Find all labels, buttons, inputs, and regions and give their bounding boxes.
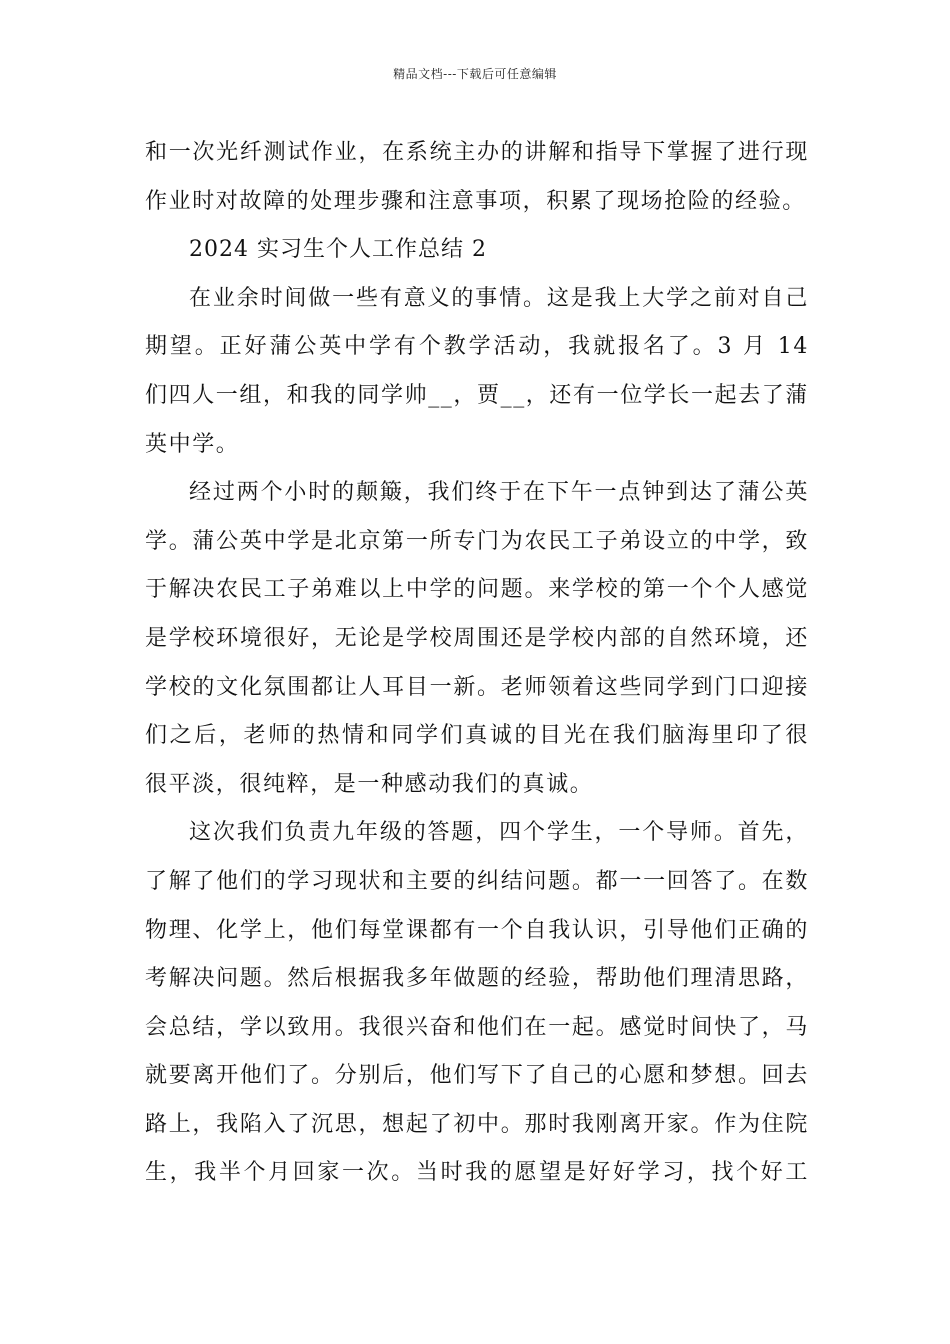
text-line: 了解了他们的学习现状和主要的纠结问题。都一一回答了。在数 (145, 868, 809, 894)
paragraph (145, 129, 809, 226)
paragraph (145, 275, 809, 469)
text-line: 们四人一组，和我的同学帅__，贾__，还有一位学长一起去了蒲 (145, 382, 809, 408)
text-line: 学校的文化氛围都让人耳目一新。老师领着这些同学到门口迎接 (145, 674, 809, 700)
text-line: 于解决农民工子弟难以上中学的问题。来学校的第一个个人感觉 (145, 577, 809, 603)
text-line: 期望。正好蒲公英中学有个教学活动，我就报名了。3 月 14 (145, 334, 809, 360)
text-line: 英中学。 (145, 431, 240, 457)
text-line: 经过两个小时的颠簸，我们终于在下午一点钟到达了蒲公英 (189, 480, 809, 506)
text-line: 和一次光纤测试作业，在系统主办的讲解和指导下掌握了进行现 (145, 140, 809, 165)
text-line: 生，我半个月回家一次。当时我的愿望是好好学习，找个好工 (145, 1160, 809, 1186)
text-line: 考解决问题。然后根据我多年做题的经验，帮助他们理清思路， (145, 966, 809, 992)
text-line: 很平淡，很纯粹，是一种感动我们的真诚。 (145, 771, 594, 797)
text-line: 路上，我陷入了沉思，想起了初中。那时我刚离开家。作为住院 (145, 1111, 809, 1137)
page-header: 精品文档---下载后可任意编辑 (393, 67, 557, 81)
text-line: 这次我们负责九年级的答题，四个学生，一个导师。首先， (189, 820, 809, 846)
section-heading (145, 226, 809, 275)
text-line: 们之后，老师的热情和同学们真诚的目光在我们脑海里印了很 (145, 723, 809, 749)
document-body (145, 129, 809, 1198)
text-line: 学。蒲公英中学是北京第一所专门为农民工子弟设立的中学，致 (145, 528, 809, 554)
text-line: 作业时对故障的处理步骤和注意事项，积累了现场抢险的经验。 (145, 188, 806, 214)
text-line: 就要离开他们了。分别后，他们写下了自己的心愿和梦想。回去 (145, 1063, 809, 1089)
paragraph (145, 809, 809, 1198)
text-line: 物理、化学上，他们每堂课都有一个自我认识，引导他们正确的 (145, 917, 809, 943)
text-line: 是学校环境很好，无论是学校周围还是学校内部的自然环境，还 (145, 625, 809, 651)
text-line: 会总结，学以致用。我很兴奋和他们在一起。感觉时间快了，马 (145, 1014, 809, 1040)
text-line: 在业余时间做一些有意义的事情。这是我上大学之前对自己 (189, 285, 809, 311)
paragraph (145, 469, 809, 809)
heading-text: 2024 实习生个人工作总结 2 (189, 237, 487, 263)
